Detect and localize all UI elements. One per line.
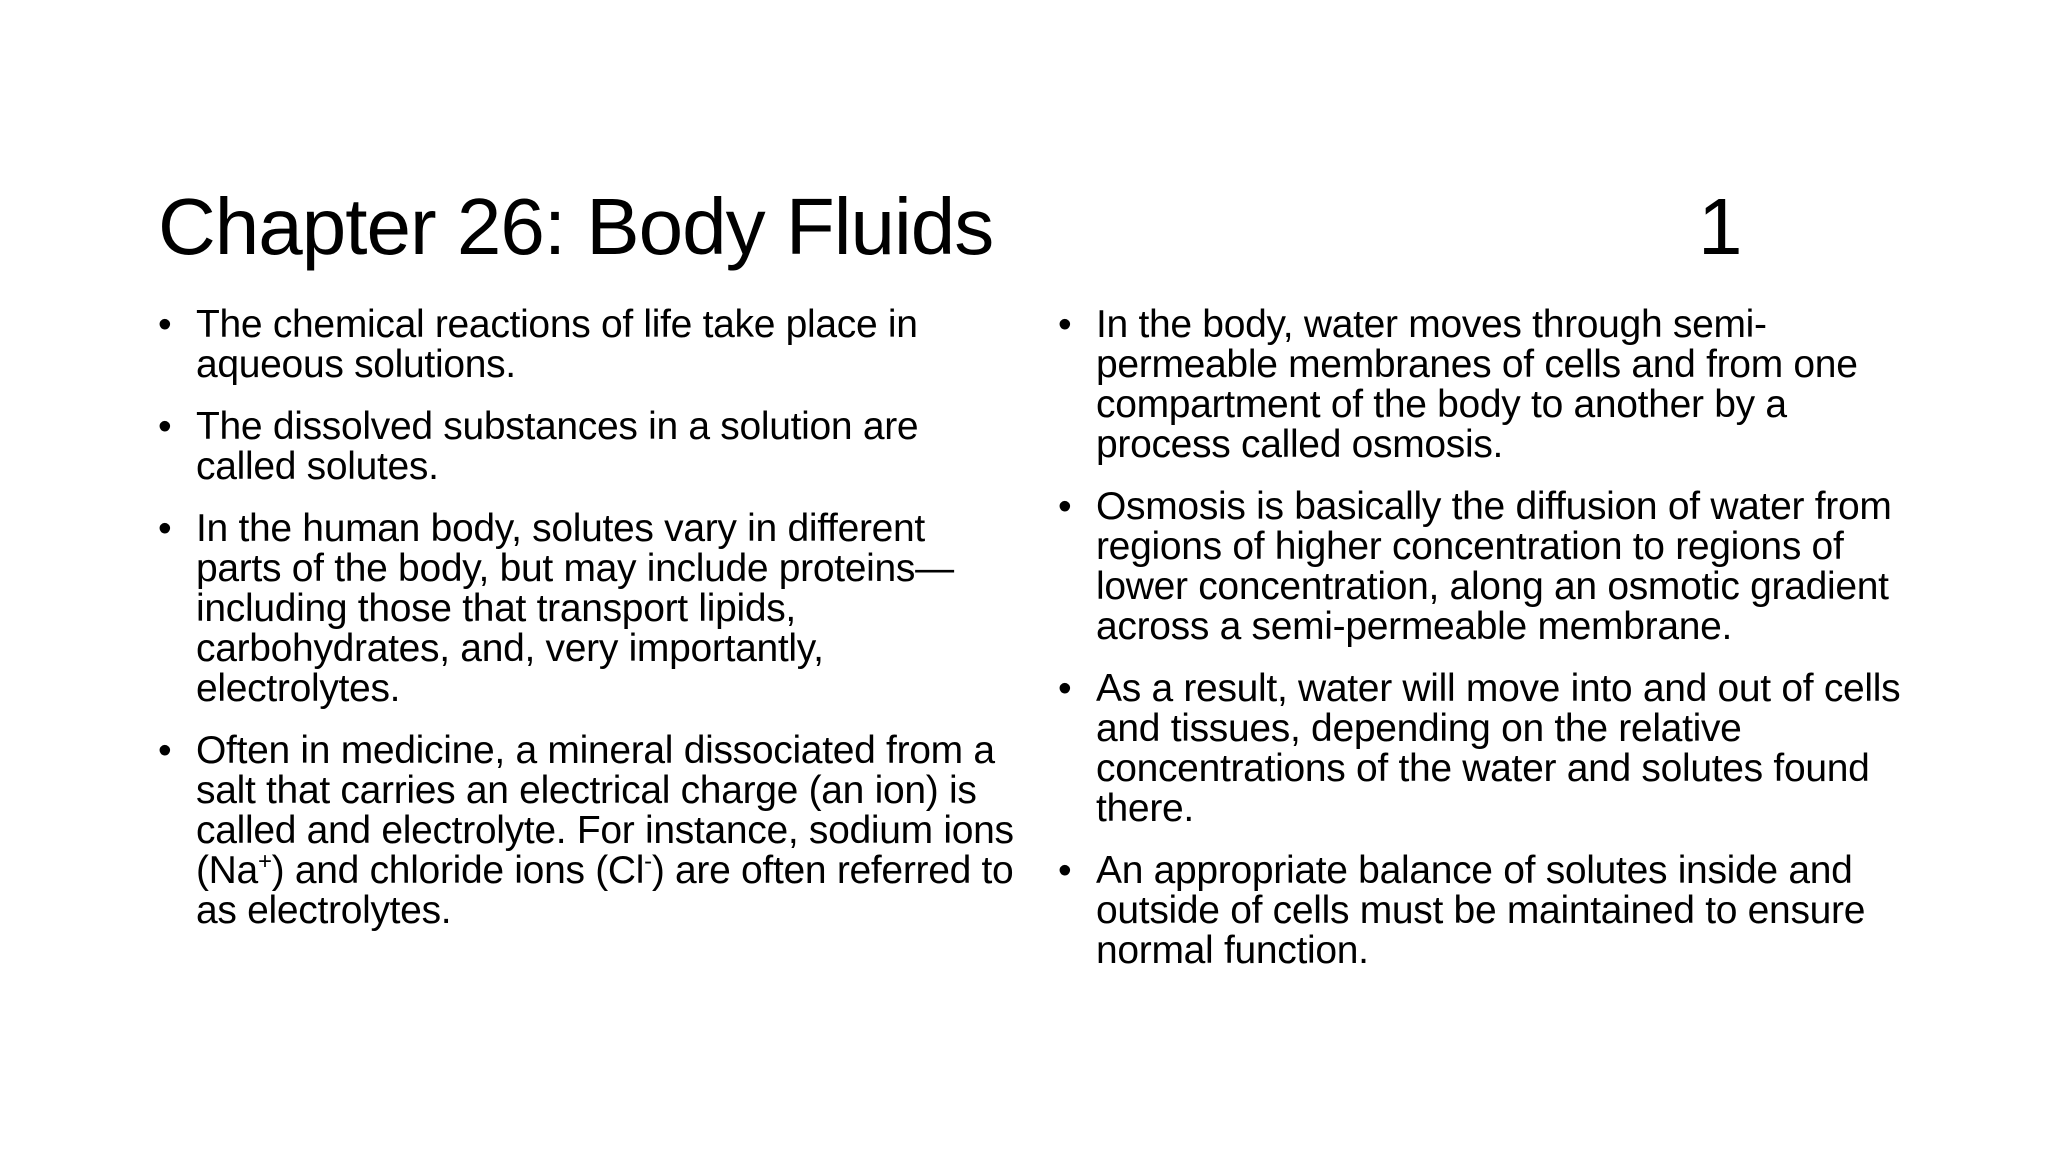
bullet-text: In the human body, solutes vary in different parts of the body, but may include proteins—including those that transport lipids, carbohydrates, and, very importantly, electrolytes.: [196, 507, 954, 710]
list-item: [1058, 487, 1908, 647]
list-item: [1058, 305, 1908, 465]
bullet-icon: •: [1058, 849, 1072, 892]
bullet-icon: •: [1058, 303, 1072, 346]
bullet-text-part: ) are often referred to as electrolytes.: [196, 849, 1014, 932]
bullet-icon: •: [1058, 485, 1072, 528]
right-bullet-list: [1058, 305, 1908, 971]
bullet-text: An appropriate balance of solutes inside and outside of cells must be maintained to ensure normal function.: [1096, 849, 1866, 972]
slide-number: 1: [1698, 181, 1742, 271]
bullet-text-part: Often in medicine, a mineral dissociated from a salt that carries an electrical charge (an ion) is called and electrolyte. For instance, sodium ions (Na: [196, 729, 1014, 892]
list-item: [1058, 851, 1908, 971]
bullet-text: The dissolved substances in a solution are called solutes.: [196, 405, 919, 488]
bullet-text: In the body, water moves through semi-permeable membranes of cells and from one compartment of the body to another by a process called osmosis.: [1096, 303, 1858, 466]
bullet-icon: •: [158, 729, 172, 772]
left-bullet-list: [158, 305, 1018, 931]
slide-title: [158, 172, 1758, 282]
bullet-text: Osmosis is basically the diffusion of water from regions of higher concentration to regions of lower concentration, along an osmotic gradient across a semi-permeable membrane.: [1096, 485, 1892, 648]
title-text: Chapter 26: Body Fluids: [158, 181, 994, 271]
bullet-icon: •: [158, 405, 172, 448]
left-column: [158, 305, 1018, 953]
bullet-text: The chemical reactions of life take place in aqueous solutions.: [196, 303, 918, 386]
bullet-text-part: ) and chloride ions (Cl: [271, 849, 645, 892]
chloride-charge-superscript: -: [644, 848, 652, 875]
sodium-charge-superscript: +: [257, 848, 272, 875]
list-item: [158, 305, 1018, 385]
bullet-icon: •: [158, 303, 172, 346]
bullet-text: [196, 729, 1014, 932]
right-column: [1058, 305, 1908, 993]
bullet-icon: •: [1058, 667, 1072, 710]
list-item: [158, 731, 1018, 931]
bullet-icon: •: [158, 507, 172, 550]
bullet-text: As a result, water will move into and out of cells and tissues, depending on the relative concentrations of the water and solutes found there.: [1096, 667, 1901, 830]
list-item: [1058, 669, 1908, 829]
list-item: [158, 509, 1018, 709]
list-item: [158, 407, 1018, 487]
